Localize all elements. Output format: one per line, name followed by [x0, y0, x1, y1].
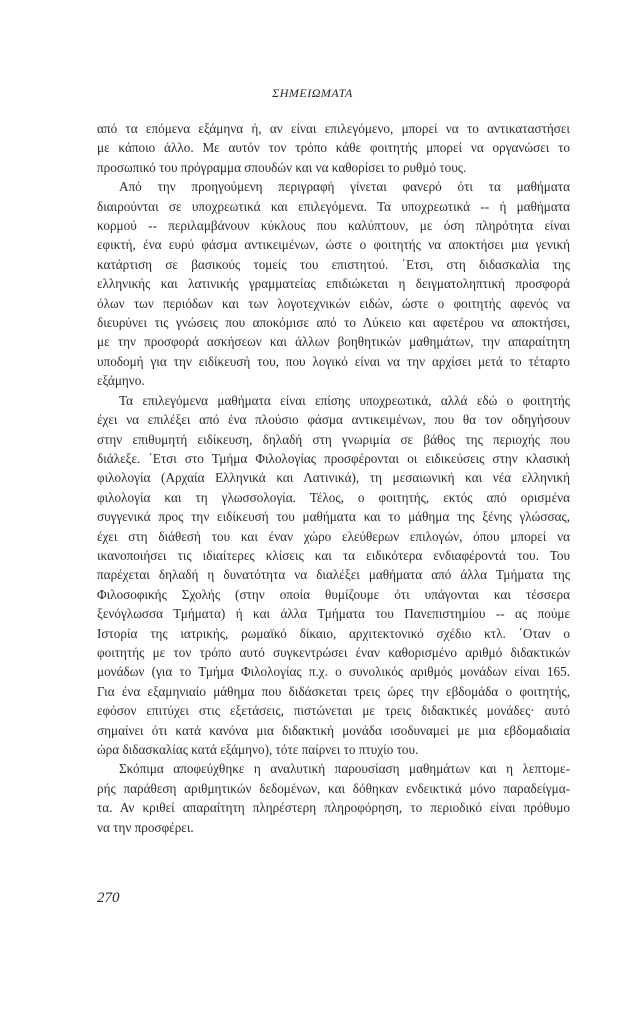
text-line: διάλεξε. ΄Ετσι στο Τμήμα Φιλολογίας προσφέρονται οι ειδικεύσεις στην κλασική: [97, 450, 570, 466]
text-line: φιλολογία (Αρχαία Ελληνικά και Λατινικά), τη μεσαιωνική και νέα ελληνική: [97, 470, 570, 486]
text-line: με κάποιο άλλο. Με αυτόν τον τρόπο κάθε φοιτητής μπορεί να οργανώσει το: [97, 140, 570, 156]
text-line: ξενόγλωσσα Τμήματα) ή και άλλα Τμήματα του Πανεπιστημίου -- ας πούμε: [97, 606, 570, 622]
text-line: ρής παράθεση αριθμητικών δεδομένων, και δόθηκαν ενδεικτικά μόνο παραδείγμα-: [97, 780, 570, 796]
text-line: κορμού -- περιλαμβάνουν κύκλους που καλύπτουν, με όση πληρότητα είναι: [97, 218, 570, 234]
text-line: υποδομή για την ειδίκευσή του, που λογικό είναι να την αρχίσει μετά το τέταρτο: [97, 353, 570, 369]
paragraph: [97, 391, 570, 760]
text-line: Από την προηγούμενη περιγραφή γίνεται φανερό ότι τα μαθήματα: [119, 179, 570, 195]
paragraph: [97, 177, 570, 390]
text-line: να την προσφέρει.: [97, 819, 194, 835]
text-line: φιλολογία και τη γλωσσολογία. Τέλος, ο φοιτητής, εκτός από ορισμένα: [97, 489, 570, 505]
text-line: τα. Αν κριθεί απαραίτητη πληρέστερη πληροφόρηση, το περιοδικό είναι πρόθυμο: [97, 800, 570, 816]
text-line: Ιστορία της ιατρικής, ρωμαϊκό δίκαιο, αρχιτεκτονικό σχέδιο κτλ. ΄Οταν ο: [97, 625, 570, 641]
text-line: Φιλοσοφικής Σχολής (στην οποία θυμίζουμε ότι υπάγονται και τέσσερα: [97, 586, 570, 602]
text-line: εφόσον επιτύχει στις εξετάσεις, πιστώνεται με τρεις διδακτικές μονάδες· αυτό: [97, 703, 570, 719]
running-header: ΣΗΜΕΙΩΜΑΤΑ: [272, 86, 353, 100]
text-line: όλων των περιόδων και των λογοτεχνικών ειδών, ώστε ο φοιτητής αφενός να: [97, 295, 570, 311]
text-line: Για ένα εξαμηνιαίο μάθημα που διδάσκεται τρεις ώρες την εβδομάδα ο φοιτητής,: [97, 683, 570, 699]
text-line: Τα επιλεγόμενα μαθήματα είναι επίσης υποχρεωτικά, αλλά εδώ ο φοιτητής: [119, 392, 570, 408]
paragraph: [97, 759, 570, 837]
text-line: σημαίνει ότι κατά κανόνα μια διδακτική μονάδα ισοδυναμεί με μια εβδομαδιαία: [97, 722, 570, 738]
paragraph: [97, 119, 570, 177]
text-line: στην επιθυμητή ειδίκευση, δηλαδή στη γνωριμία σε βάθος της περιοχής που: [97, 431, 570, 447]
text-line: έχει στη διάθεσή του και έναν χώρο ελεύθερων επιλογών, όπου μπορεί να: [97, 528, 570, 544]
text-line: φοιτητής με τον τρόπο αυτό συγκεντρώσει έναν καθορισμένο αριθμό διδακτικών: [97, 644, 570, 660]
text-line: ώρα διδασκαλίας κατά εξάμηνο), τότε παίρνει το πτυχίο του.: [97, 742, 419, 757]
text-line: ελληνικής και λατινικής γραμματείας επιδιώκεται η δειγματοληπτική προσφορά: [97, 276, 570, 292]
text-line: παρέχεται δηλαδή η δυνατότητα να διαλέξει μαθήματα από άλλα Τμήματα της: [97, 567, 570, 583]
text-line: διαιρούνται σε υποχρεωτικά και επιλεγόμενα. Τα υποχρεωτικά -- ή μαθήματα: [97, 198, 570, 214]
text-line: Σκόπιμα αποφεύχθηκε η αναλυτική παρουσίαση μαθημάτων και η λεπτομε-: [119, 761, 570, 777]
text-line: προσωπικό του πρόγραμμα σπουδών και να καθορίσει το ρυθμό τους.: [97, 159, 467, 175]
text-line: μονάδων (για το Τμήμα Φιλολογίας π.χ. ο συνολικός αριθμός μονάδων είναι 165.: [97, 664, 570, 680]
body-text: [97, 119, 570, 837]
text-line: εφικτή, ένα ευρύ φάσμα αντικειμένων, ώστε ο φοιτητής να αποκτήσει μια γενική: [97, 237, 570, 253]
text-line: διευρύνει τις γνώσεις που αποκόμισε από το Λύκειο και αφετέρου να αποκτήσει,: [97, 315, 570, 331]
text-line: έχει να επιλέξει από ένα πλούσιο φάσμα αντικειμένων, που θα τον οδηγήσουν: [97, 412, 570, 428]
text-line: ικανοποιήσει τις ιδιαίτερες κλίσεις και τα ειδικότερα ενδιαφέροντά του. Του: [97, 547, 570, 563]
text-line: κατάρτιση σε βασικούς τομείς του επιστητού. ΄Ετσι, στη διδασκαλία της: [97, 256, 570, 272]
text-line: εξάμηνο.: [97, 373, 145, 389]
text-line: συγγενικά προς την ειδίκευσή του μαθήματα και το μάθημα της ξένης γλώσσας,: [97, 509, 570, 525]
page-number: 270: [97, 890, 120, 906]
text-line: από τα επόμενα εξάμηνα ή, αν είναι επιλεγόμενο, μπορεί να το αντικαταστήσει: [97, 121, 570, 136]
text-line: με την προσφορά ασκήσεων και άλλων βοηθητικών μαθημάτων, την απαραίτητη: [97, 334, 570, 350]
